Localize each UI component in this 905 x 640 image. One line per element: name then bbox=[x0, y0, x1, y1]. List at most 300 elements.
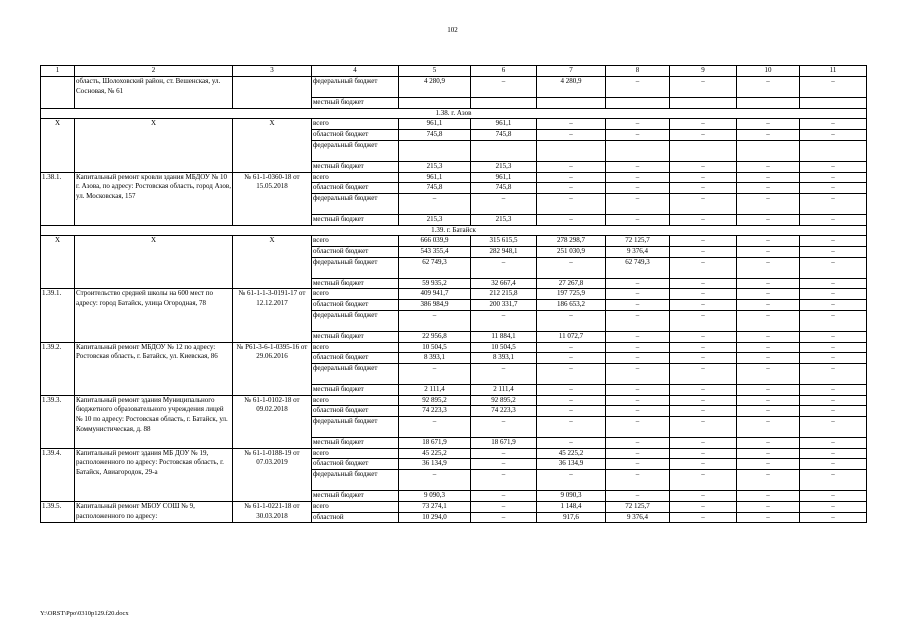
amount-cell: 197 725,9 bbox=[537, 289, 606, 300]
amount-cell: – bbox=[800, 395, 867, 406]
permit-number: № Р61-3-6-1-0395-16 от 29.06.2016 bbox=[233, 342, 312, 395]
amount-cell: 74 223,3 bbox=[399, 406, 471, 417]
column-number: 6 bbox=[471, 66, 537, 77]
funding-source: всего bbox=[312, 236, 399, 247]
amount-cell: – bbox=[737, 300, 800, 311]
funding-source: областной бюджет bbox=[312, 406, 399, 417]
amount-cell: 961,1 bbox=[471, 172, 537, 183]
amount-cell bbox=[537, 98, 606, 109]
amount-cell: – bbox=[800, 342, 867, 353]
amount-cell: 386 984,9 bbox=[399, 300, 471, 311]
amount-cell: – bbox=[800, 289, 867, 300]
amount-cell: – bbox=[606, 161, 670, 172]
column-number: 5 bbox=[399, 66, 471, 77]
amount-cell: 45 225,2 bbox=[399, 448, 471, 459]
amount-cell: 961,1 bbox=[399, 119, 471, 130]
amount-cell: – bbox=[800, 384, 867, 395]
funding-source: всего bbox=[312, 119, 399, 130]
funding-source: местный бюджет bbox=[312, 384, 399, 395]
budget-table bbox=[40, 65, 867, 523]
funding-source: всего bbox=[312, 342, 399, 353]
amount-cell: – bbox=[606, 130, 670, 141]
amount-cell: – bbox=[737, 310, 800, 331]
amount-cell bbox=[670, 140, 737, 161]
amount-cell: – bbox=[670, 512, 737, 523]
permit-number: № 61-1-1-3-0191-17 от 12.12.2017 bbox=[233, 289, 312, 342]
amount-cell: 278 298,7 bbox=[537, 236, 606, 247]
amount-cell: – bbox=[800, 448, 867, 459]
amount-cell: 745,8 bbox=[471, 183, 537, 194]
amount-cell: – bbox=[670, 278, 737, 289]
amount-cell: – bbox=[800, 278, 867, 289]
amount-cell: 251 030,9 bbox=[537, 247, 606, 258]
amount-cell: 92 895,2 bbox=[399, 395, 471, 406]
amount-cell bbox=[471, 140, 537, 161]
funding-source: областной бюджет bbox=[312, 353, 399, 364]
permit-number: № 61-1-0188-19 от 07.03.2019 bbox=[233, 448, 312, 501]
funding-source: федеральный бюджет bbox=[312, 193, 399, 214]
amount-cell: – bbox=[606, 172, 670, 183]
permit-number: Х bbox=[233, 119, 312, 172]
amount-cell: – bbox=[606, 384, 670, 395]
amount-cell: 543 355,4 bbox=[399, 247, 471, 258]
table-row bbox=[41, 236, 867, 247]
amount-cell: – bbox=[537, 172, 606, 183]
amount-cell: 62 749,3 bbox=[399, 257, 471, 278]
amount-cell: – bbox=[737, 384, 800, 395]
column-number: 3 bbox=[233, 66, 312, 77]
amount-cell: – bbox=[800, 193, 867, 214]
amount-cell: 72 125,7 bbox=[606, 236, 670, 247]
section-row bbox=[41, 108, 867, 119]
amount-cell: 10 504,5 bbox=[399, 342, 471, 353]
amount-cell: – bbox=[737, 353, 800, 364]
permit-number bbox=[233, 77, 312, 109]
amount-cell: – bbox=[737, 459, 800, 470]
table-row bbox=[41, 77, 867, 98]
amount-cell: – bbox=[606, 406, 670, 417]
table-row bbox=[41, 289, 867, 300]
amount-cell: 45 225,2 bbox=[537, 448, 606, 459]
amount-cell: 215,3 bbox=[399, 214, 471, 225]
amount-cell: – bbox=[537, 342, 606, 353]
amount-cell: 409 941,7 bbox=[399, 289, 471, 300]
amount-cell: – bbox=[471, 257, 537, 278]
amount-cell: – bbox=[737, 247, 800, 258]
amount-cell: – bbox=[800, 512, 867, 523]
funding-source: федеральный бюджет bbox=[312, 470, 399, 491]
amount-cell: 917,6 bbox=[537, 512, 606, 523]
amount-cell: – bbox=[606, 459, 670, 470]
amount-cell: – bbox=[606, 470, 670, 491]
file-path-footer: Y:\ORST\Ppo\0310p129.f20.docx bbox=[40, 610, 129, 617]
table-row bbox=[41, 448, 867, 459]
amount-cell: – bbox=[471, 470, 537, 491]
permit-number: № 61-1-0360-18 от 15.05.2018 bbox=[233, 172, 312, 225]
amount-cell: 9 376,4 bbox=[606, 512, 670, 523]
amount-cell: – bbox=[606, 448, 670, 459]
amount-cell: – bbox=[800, 438, 867, 449]
amount-cell: – bbox=[537, 417, 606, 438]
column-number: 8 bbox=[606, 66, 670, 77]
column-number: 7 bbox=[537, 66, 606, 77]
amount-cell: – bbox=[670, 363, 737, 384]
amount-cell: 745,8 bbox=[399, 130, 471, 141]
amount-cell: 2 111,4 bbox=[399, 384, 471, 395]
permit-number: Х bbox=[233, 236, 312, 289]
amount-cell: – bbox=[800, 501, 867, 512]
column-number: 1 bbox=[41, 66, 75, 77]
amount-cell bbox=[737, 140, 800, 161]
page-number: 102 bbox=[447, 26, 458, 34]
amount-cell: – bbox=[537, 193, 606, 214]
amount-cell: – bbox=[670, 300, 737, 311]
funding-source: всего bbox=[312, 289, 399, 300]
amount-cell: 2 111,4 bbox=[471, 384, 537, 395]
object-name: Капитальный ремонт здания Муниципального бюджетного образовательного учреждения лицей № 10 по адресу: Ростовская область, г. Батайск, ул. Коммунистическая, д. 88 bbox=[75, 395, 233, 448]
amount-cell: – bbox=[537, 130, 606, 141]
amount-cell: 961,1 bbox=[399, 172, 471, 183]
funding-source: местный бюджет bbox=[312, 278, 399, 289]
item-number bbox=[41, 77, 75, 109]
amount-cell: – bbox=[606, 353, 670, 364]
funding-source: федеральный бюджет bbox=[312, 77, 399, 98]
amount-cell: 36 134,9 bbox=[537, 459, 606, 470]
amount-cell: – bbox=[737, 130, 800, 141]
amount-cell bbox=[399, 140, 471, 161]
amount-cell: – bbox=[537, 406, 606, 417]
amount-cell: 315 615,5 bbox=[471, 236, 537, 247]
amount-cell: – bbox=[800, 247, 867, 258]
amount-cell: – bbox=[800, 183, 867, 194]
amount-cell: 36 134,9 bbox=[399, 459, 471, 470]
funding-source: местный бюджет bbox=[312, 214, 399, 225]
amount-cell: – bbox=[670, 310, 737, 331]
amount-cell: – bbox=[670, 491, 737, 502]
object-name: Капитальный ремонт здания МБ ДОУ № 19, расположенного по адресу: Ростовская область, г. Батайск, Авиагородок, 29-а bbox=[75, 448, 233, 501]
amount-cell: – bbox=[670, 406, 737, 417]
object-name: Х bbox=[75, 119, 233, 172]
amount-cell: – bbox=[606, 395, 670, 406]
amount-cell: – bbox=[471, 310, 537, 331]
amount-cell: 92 895,2 bbox=[471, 395, 537, 406]
object-name: Капитальный ремонт МБОУ СОШ № 9, расположенного по адресу: bbox=[75, 501, 233, 522]
amount-cell: – bbox=[471, 459, 537, 470]
column-number: 11 bbox=[800, 66, 867, 77]
item-number: 1.39.4. bbox=[41, 448, 75, 501]
amount-cell: – bbox=[606, 278, 670, 289]
amount-cell: – bbox=[471, 491, 537, 502]
amount-cell: – bbox=[606, 438, 670, 449]
amount-cell: 9 090,3 bbox=[399, 491, 471, 502]
amount-cell: – bbox=[737, 501, 800, 512]
amount-cell: 215,3 bbox=[471, 214, 537, 225]
amount-cell: – bbox=[399, 363, 471, 384]
amount-cell: – bbox=[737, 395, 800, 406]
column-number: 9 bbox=[670, 66, 737, 77]
item-number: 1.39.3. bbox=[41, 395, 75, 448]
amount-cell: 8 393,1 bbox=[471, 353, 537, 364]
funding-source: местный бюджет bbox=[312, 491, 399, 502]
amount-cell: – bbox=[670, 384, 737, 395]
table-row bbox=[41, 172, 867, 183]
amount-cell: – bbox=[670, 77, 737, 98]
amount-cell: – bbox=[800, 353, 867, 364]
amount-cell bbox=[737, 98, 800, 109]
amount-cell: – bbox=[800, 331, 867, 342]
amount-cell: 9 376,4 bbox=[606, 247, 670, 258]
amount-cell: 9 090,3 bbox=[537, 491, 606, 502]
funding-source: федеральный бюджет bbox=[312, 257, 399, 278]
amount-cell bbox=[399, 98, 471, 109]
table-row bbox=[41, 501, 867, 512]
amount-cell: – bbox=[670, 183, 737, 194]
funding-source: областной bbox=[312, 512, 399, 523]
table-row bbox=[41, 395, 867, 406]
amount-cell: – bbox=[800, 300, 867, 311]
object-name: Капитальный ремонт кровли здания МБДОУ № 10 г. Азова, по адресу: Ростовская область, город Азов, ул. Московская, 157 bbox=[75, 172, 233, 225]
amount-cell: – bbox=[737, 406, 800, 417]
amount-cell: 745,8 bbox=[399, 183, 471, 194]
amount-cell: 4 280,9 bbox=[537, 77, 606, 98]
amount-cell: – bbox=[737, 236, 800, 247]
amount-cell: 212 215,8 bbox=[471, 289, 537, 300]
object-name: Капитальный ремонт МБДОУ № 12 по адресу: Ростовская область, г. Батайск, ул. Киевская, 86 bbox=[75, 342, 233, 395]
amount-cell: – bbox=[670, 236, 737, 247]
amount-cell: – bbox=[606, 363, 670, 384]
amount-cell: – bbox=[670, 459, 737, 470]
amount-cell: – bbox=[670, 161, 737, 172]
amount-cell: – bbox=[537, 183, 606, 194]
amount-cell: – bbox=[670, 214, 737, 225]
amount-cell: 215,3 bbox=[399, 161, 471, 172]
table-body bbox=[41, 66, 867, 523]
item-number: 1.38.1. bbox=[41, 172, 75, 225]
amount-cell: 8 393,1 bbox=[399, 353, 471, 364]
column-number: 2 bbox=[75, 66, 233, 77]
amount-cell: – bbox=[606, 77, 670, 98]
amount-cell: – bbox=[800, 257, 867, 278]
funding-source: областной бюджет bbox=[312, 300, 399, 311]
amount-cell: 59 935,2 bbox=[399, 278, 471, 289]
amount-cell: – bbox=[537, 438, 606, 449]
amount-cell: 22 956,8 bbox=[399, 331, 471, 342]
amount-cell: – bbox=[670, 470, 737, 491]
amount-cell: – bbox=[800, 130, 867, 141]
amount-cell: – bbox=[737, 183, 800, 194]
amount-cell: – bbox=[537, 161, 606, 172]
amount-cell: – bbox=[800, 406, 867, 417]
amount-cell: – bbox=[670, 342, 737, 353]
amount-cell: – bbox=[737, 161, 800, 172]
amount-cell: – bbox=[670, 395, 737, 406]
amount-cell: 32 667,4 bbox=[471, 278, 537, 289]
amount-cell: – bbox=[800, 310, 867, 331]
amount-cell: – bbox=[537, 310, 606, 331]
amount-cell: – bbox=[537, 257, 606, 278]
amount-cell: – bbox=[800, 119, 867, 130]
amount-cell: 10 294,0 bbox=[399, 512, 471, 523]
budget-table-container bbox=[40, 65, 866, 523]
amount-cell: – bbox=[606, 310, 670, 331]
amount-cell: 11 072,7 bbox=[537, 331, 606, 342]
section-title: 1.39. г. Батайск bbox=[41, 225, 867, 236]
amount-cell: 73 274,1 bbox=[399, 501, 471, 512]
amount-cell: – bbox=[737, 119, 800, 130]
amount-cell: – bbox=[670, 501, 737, 512]
amount-cell: – bbox=[606, 183, 670, 194]
amount-cell: 215,3 bbox=[471, 161, 537, 172]
amount-cell: – bbox=[537, 353, 606, 364]
funding-source: федеральный бюджет bbox=[312, 417, 399, 438]
amount-cell: – bbox=[737, 448, 800, 459]
amount-cell: – bbox=[606, 300, 670, 311]
amount-cell: 961,1 bbox=[471, 119, 537, 130]
section-title: 1.38. г. Азов bbox=[41, 108, 867, 119]
funding-source: федеральный бюджет bbox=[312, 310, 399, 331]
funding-source: местный бюджет bbox=[312, 161, 399, 172]
amount-cell: 282 948,1 bbox=[471, 247, 537, 258]
amount-cell: 666 039,9 bbox=[399, 236, 471, 247]
amount-cell: – bbox=[737, 342, 800, 353]
amount-cell: – bbox=[537, 384, 606, 395]
item-number: Х bbox=[41, 119, 75, 172]
amount-cell: – bbox=[737, 438, 800, 449]
amount-cell: – bbox=[606, 214, 670, 225]
amount-cell: – bbox=[537, 214, 606, 225]
amount-cell: 18 671,9 bbox=[471, 438, 537, 449]
amount-cell: 186 653,2 bbox=[537, 300, 606, 311]
amount-cell: 62 749,3 bbox=[606, 257, 670, 278]
amount-cell: – bbox=[606, 491, 670, 502]
amount-cell bbox=[606, 98, 670, 109]
amount-cell: – bbox=[737, 491, 800, 502]
amount-cell: – bbox=[737, 363, 800, 384]
amount-cell: – bbox=[737, 289, 800, 300]
amount-cell: – bbox=[737, 172, 800, 183]
column-number: 10 bbox=[737, 66, 800, 77]
amount-cell: – bbox=[606, 342, 670, 353]
permit-number: № 61-1-0102-18 от 09.02.2018 bbox=[233, 395, 312, 448]
funding-source: всего bbox=[312, 395, 399, 406]
amount-cell: – bbox=[399, 193, 471, 214]
amount-cell: 200 331,7 bbox=[471, 300, 537, 311]
item-number: 1.39.5. bbox=[41, 501, 75, 522]
object-name: область, Шолоховский район, ст. Вешенская, ул. Сосновая, № 61 bbox=[75, 77, 233, 109]
funding-source: местный бюджет bbox=[312, 331, 399, 342]
funding-source: областной бюджет bbox=[312, 183, 399, 194]
amount-cell: – bbox=[606, 289, 670, 300]
amount-cell: – bbox=[670, 119, 737, 130]
amount-cell: – bbox=[670, 193, 737, 214]
object-name: Х bbox=[75, 236, 233, 289]
amount-cell bbox=[606, 140, 670, 161]
funding-source: федеральный бюджет bbox=[312, 363, 399, 384]
amount-cell: 27 267,8 bbox=[537, 278, 606, 289]
amount-cell: 18 671,9 bbox=[399, 438, 471, 449]
funding-source: всего bbox=[312, 501, 399, 512]
section-row bbox=[41, 225, 867, 236]
funding-source: местный бюджет bbox=[312, 438, 399, 449]
amount-cell: – bbox=[800, 470, 867, 491]
amount-cell bbox=[670, 98, 737, 109]
amount-cell: – bbox=[737, 278, 800, 289]
amount-cell: – bbox=[670, 438, 737, 449]
amount-cell: – bbox=[737, 417, 800, 438]
amount-cell: – bbox=[606, 417, 670, 438]
amount-cell: – bbox=[800, 459, 867, 470]
amount-cell: – bbox=[471, 417, 537, 438]
amount-cell bbox=[471, 98, 537, 109]
funding-source: всего bbox=[312, 448, 399, 459]
amount-cell: – bbox=[537, 119, 606, 130]
funding-source: местный бюджет bbox=[312, 98, 399, 109]
item-number: Х bbox=[41, 236, 75, 289]
amount-cell bbox=[800, 98, 867, 109]
table-row bbox=[41, 119, 867, 130]
amount-cell: – bbox=[800, 491, 867, 502]
funding-source: всего bbox=[312, 172, 399, 183]
amount-cell: – bbox=[399, 470, 471, 491]
amount-cell: – bbox=[670, 331, 737, 342]
amount-cell: 10 504,5 bbox=[471, 342, 537, 353]
object-name: Строительство средней школы на 600 мест по адресу: город Батайск, улица Огородная, 78 bbox=[75, 289, 233, 342]
amount-cell: 11 884,1 bbox=[471, 331, 537, 342]
amount-cell: – bbox=[399, 417, 471, 438]
amount-cell: – bbox=[670, 417, 737, 438]
table-row bbox=[41, 342, 867, 353]
amount-cell: – bbox=[606, 193, 670, 214]
amount-cell bbox=[800, 140, 867, 161]
amount-cell: – bbox=[800, 236, 867, 247]
funding-source: областной бюджет bbox=[312, 130, 399, 141]
amount-cell: 1 148,4 bbox=[537, 501, 606, 512]
header-row bbox=[41, 66, 867, 77]
amount-cell: – bbox=[537, 395, 606, 406]
amount-cell: – bbox=[800, 161, 867, 172]
amount-cell: – bbox=[537, 363, 606, 384]
amount-cell: 4 280,9 bbox=[399, 77, 471, 98]
amount-cell: – bbox=[737, 193, 800, 214]
amount-cell: – bbox=[737, 214, 800, 225]
amount-cell bbox=[537, 140, 606, 161]
funding-source: федеральный бюджет bbox=[312, 140, 399, 161]
amount-cell: – bbox=[399, 310, 471, 331]
amount-cell: – bbox=[471, 512, 537, 523]
amount-cell: – bbox=[471, 363, 537, 384]
item-number: 1.39.1. bbox=[41, 289, 75, 342]
amount-cell: – bbox=[670, 172, 737, 183]
amount-cell: – bbox=[737, 470, 800, 491]
permit-number: № 61-1-0221-18 от 30.03.2018 bbox=[233, 501, 312, 522]
amount-cell: – bbox=[800, 77, 867, 98]
amount-cell: – bbox=[800, 214, 867, 225]
amount-cell: 72 125,7 bbox=[606, 501, 670, 512]
amount-cell: – bbox=[471, 193, 537, 214]
amount-cell: – bbox=[537, 470, 606, 491]
column-number: 4 bbox=[312, 66, 399, 77]
amount-cell: – bbox=[606, 331, 670, 342]
amount-cell: – bbox=[670, 247, 737, 258]
funding-source: областной бюджет bbox=[312, 459, 399, 470]
amount-cell: – bbox=[737, 331, 800, 342]
amount-cell: – bbox=[670, 257, 737, 278]
amount-cell: – bbox=[471, 448, 537, 459]
amount-cell: – bbox=[670, 353, 737, 364]
amount-cell: 74 223,3 bbox=[471, 406, 537, 417]
funding-source: областной бюджет bbox=[312, 247, 399, 258]
amount-cell: – bbox=[670, 448, 737, 459]
